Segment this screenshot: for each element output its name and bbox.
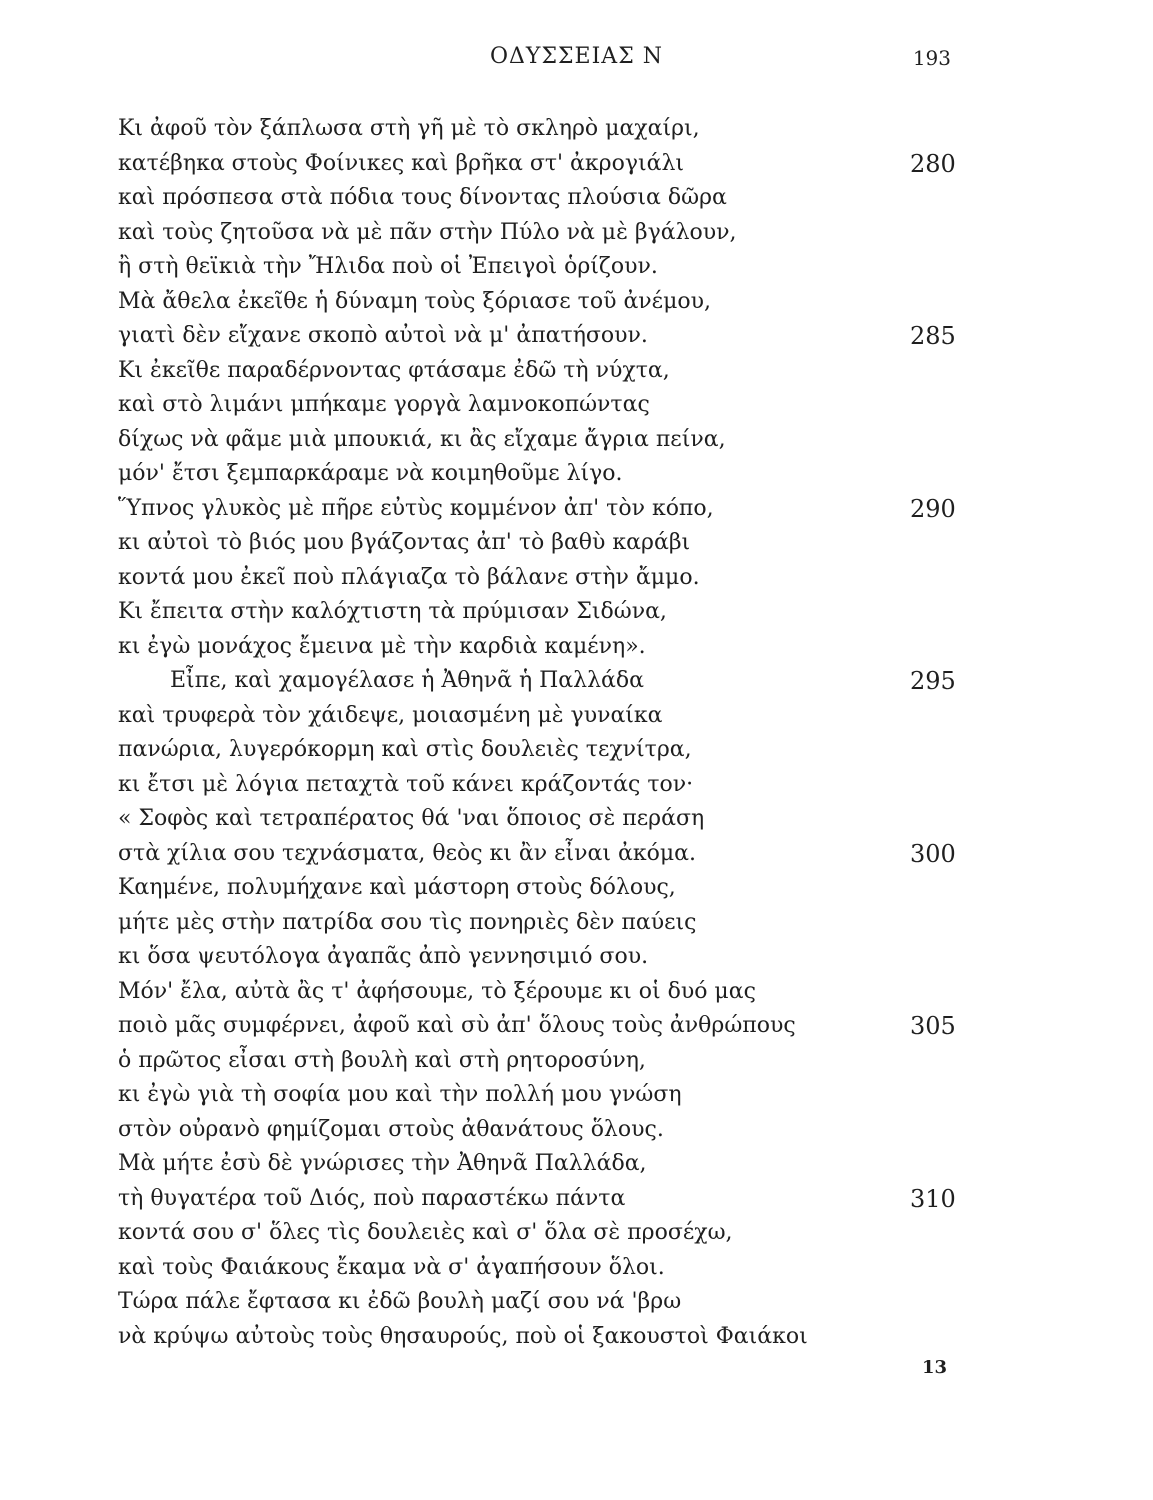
verse-line — [118, 975, 978, 1010]
verse-line — [118, 595, 978, 630]
verse-text: Κι ἀφοῦ τὸν ξάπλωσα στὴ γῆ μὲ τὸ σκληρὸ μαχαίρι, — [118, 116, 700, 141]
verse-text: κοντά μου ἐκεῖ ποὺ πλάγιαζα τὸ βάλανε στὴν ἄμμο. — [118, 564, 700, 590]
verse-text: κι ἐγὼ μονάχος ἔμεινα μὲ τὴν καρδιὰ καμένη». — [118, 633, 646, 659]
verse-line — [118, 837, 978, 872]
verse-text: Κι ἔπειτα στὴν καλόχτιστη τὰ πρύμισαν Σιδώνα, — [118, 599, 667, 624]
verse-text: καὶ στὸ λιμάνι μπήκαμε γοργὰ λαμνοκοπώντας — [118, 392, 650, 417]
verse-text: στὸν οὐρανὸ φημίζομαι στοὺς ἀθανάτους ὅλους. — [118, 1116, 664, 1142]
line-number: 280 — [910, 149, 956, 178]
line-number: 310 — [910, 1184, 956, 1213]
verse-line — [118, 940, 978, 975]
verse-line — [118, 457, 978, 492]
verse-line — [118, 1078, 978, 1113]
verse-line — [118, 1285, 978, 1320]
verse-text: γιατὶ δὲν εἴχανε σκοπὸ αὐτοὶ νὰ μ' ἀπατήσουν. — [118, 323, 648, 348]
verse-line — [118, 630, 978, 665]
verse-line — [118, 423, 978, 458]
verse-line — [118, 181, 978, 216]
verse-line — [118, 802, 978, 837]
verse-text: Κι ἐκεῖθε παραδέρνοντας φτάσαμε ἐδῶ τὴ νύχτα, — [118, 357, 670, 383]
verse-text: ἢ στὴ θεϊκιὰ τὴν Ἤλιδα ποὺ οἱ Ἐπειγοὶ ὁρίζουν. — [118, 254, 658, 279]
signature-mark: 13 — [921, 1357, 947, 1378]
verse-line — [118, 664, 978, 699]
verse-line — [118, 1251, 978, 1286]
verse-line — [118, 1182, 978, 1217]
verse-text: Ὕπνος γλυκὸς μὲ πῆρε εὐτὺς κομμένον ἀπ' τὸν κόπο, — [118, 495, 714, 521]
line-number: 290 — [910, 494, 956, 523]
verse-line — [118, 561, 978, 596]
poem-body — [118, 112, 978, 1354]
verse-line — [118, 1216, 978, 1251]
verse-text: Καημένε, πολυμήχανε καὶ μάστορη στοὺς δόλους, — [118, 875, 676, 900]
verse-line — [118, 388, 978, 423]
line-number: 305 — [910, 1012, 956, 1040]
verse-text: μήτε μὲς στὴν πατρίδα σου τὶς πονηριὲς δὲν παύεις — [118, 909, 697, 935]
verse-text: κι αὐτοὶ τὸ βιός μου βγάζοντας ἀπ' τὸ βαθὺ καράβι — [118, 530, 691, 555]
verse-text: Εἶπε, καὶ χαμογέλασε ἡ Ἀθηνᾶ ἡ Παλλάδα — [170, 668, 645, 693]
verse-line — [118, 871, 978, 906]
running-title: ΟΔΥΣΣΕΙΑΣ Ν — [490, 44, 663, 69]
verse-text: καὶ τοὺς ζητοῦσα νὰ μὲ πᾶν στὴν Πύλο νὰ μὲ βγάλουν, — [118, 219, 737, 245]
verse-text: μόν' ἔτσι ξεμπαρκάραμε νὰ κοιμηθοῦμε λίγο. — [118, 461, 623, 486]
verse-text: κι ἔτσι μὲ λόγια πεταχτὰ τοῦ κάνει κράζοντάς τον· — [118, 771, 694, 797]
verse-text: καὶ τοὺς Φαιάκους ἔκαμα νὰ σ' ἀγαπήσουν ὅλοι. — [118, 1254, 665, 1280]
line-number: 300 — [910, 839, 956, 868]
verse-line — [118, 768, 978, 803]
verse-line — [118, 1044, 978, 1079]
verse-text: « Σοφὸς καὶ τετραπέρατος θά 'ναι ὅποιος σὲ περάση — [118, 806, 705, 831]
verse-text: δίχως νὰ φᾶμε μιὰ μπουκιά, κι ἂς εἴχαμε ἄγρια πείνα, — [118, 426, 726, 452]
verse-line — [118, 492, 978, 527]
page-number: 193 — [912, 46, 951, 70]
verse-text: καὶ πρόσπεσα στὰ πόδια τους δίνοντας πλούσια δῶρα — [118, 185, 727, 210]
line-number: 285 — [910, 322, 956, 350]
verse-line — [118, 733, 978, 768]
verse-text: κατέβηκα στοὺς Φοίνικες καὶ βρῆκα στ' ἀκρογιάλι — [118, 150, 685, 176]
verse-line — [118, 526, 978, 561]
verse-line — [118, 147, 978, 182]
verse-text: στὰ χίλια σου τεχνάσματα, θεὸς κι ἂν εἶναι ἀκόμα. — [118, 840, 697, 866]
verse-line — [118, 699, 978, 734]
verse-line — [118, 112, 978, 147]
verse-text: ὁ πρῶτος εἶσαι στὴ βουλὴ καὶ στὴ ρητοροσύνη, — [118, 1047, 646, 1073]
verse-line — [118, 285, 978, 320]
verse-text: Τώρα πάλε ἔφτασα κι ἐδῶ βουλὴ μαζί σου νά 'βρω — [118, 1289, 682, 1314]
verse-line — [118, 319, 978, 354]
verse-line — [118, 906, 978, 941]
verse-text: Μὰ ἄθελα ἐκεῖθε ἡ δύναμη τοὺς ξόριασε τοῦ ἀνέμου, — [118, 288, 711, 314]
verse-text: κι ὅσα ψευτόλογα ἀγαπᾶς ἀπὸ γεννησιμιό σου. — [118, 944, 649, 969]
verse-text: νὰ κρύψω αὐτοὺς τοὺς θησαυρούς, ποὺ οἱ ξακουστοὶ Φαιάκοι — [118, 1323, 808, 1349]
verse-line — [118, 1009, 978, 1044]
verse-text: ποιὸ μᾶς συμφέρνει, ἀφοῦ καὶ σὺ ἀπ' ὅλους τοὺς ἀνθρώπους — [118, 1013, 796, 1038]
line-number: 295 — [910, 667, 956, 695]
verse-text: πανώρια, λυγερόκορμη καὶ στὶς δουλειὲς τεχνίτρα, — [118, 737, 692, 762]
verse-line — [118, 216, 978, 251]
verse-text: κι ἐγὼ γιὰ τὴ σοφία μου καὶ τὴν πολλή μου γνώση — [118, 1082, 682, 1107]
verse-line — [118, 354, 978, 389]
verse-line — [118, 1113, 978, 1148]
verse-text: τὴ θυγατέρα τοῦ Διός, ποὺ παραστέκω πάντα — [118, 1185, 626, 1211]
verse-line — [118, 1147, 978, 1182]
verse-text: Μὰ μήτε ἐσὺ δὲ γνώρισες τὴν Ἀθηνᾶ Παλλάδα, — [118, 1151, 647, 1176]
verse-text: Μόν' ἔλα, αὐτὰ ἂς τ' ἀφήσουμε, τὸ ξέρουμε κι οἱ δυό μας — [118, 978, 756, 1004]
verse-text: κοντά σου σ' ὅλες τὶς δουλειὲς καὶ σ' ὅλα σὲ προσέχω, — [118, 1220, 733, 1245]
verse-line — [118, 250, 978, 285]
verse-text: καὶ τρυφερὰ τὸν χάιδεψε, μοιασμένη μὲ γυναίκα — [118, 702, 663, 728]
verse-line — [118, 1320, 978, 1355]
